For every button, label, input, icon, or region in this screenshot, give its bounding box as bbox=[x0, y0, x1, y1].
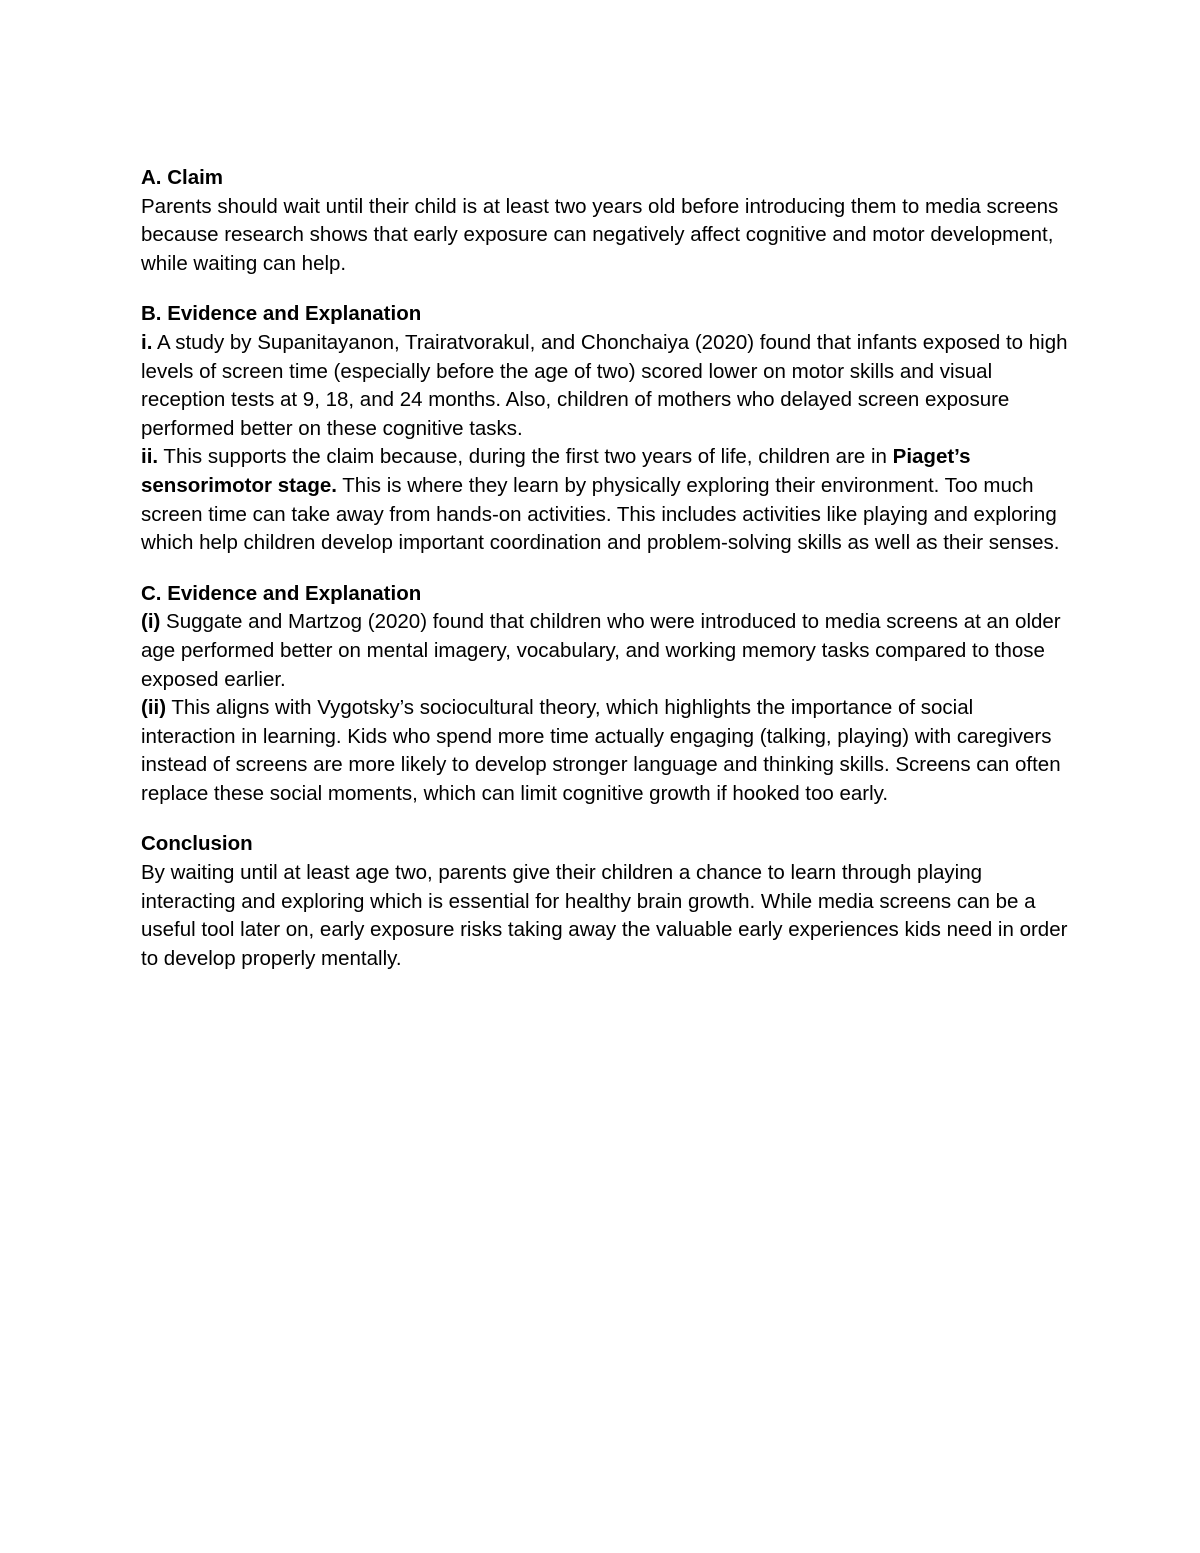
point-c-ii-marker: (ii) bbox=[141, 696, 167, 720]
point-ii-text-1: This supports the claim because, during the first two years of life, children are in bbox=[158, 445, 893, 469]
document-page bbox=[141, 164, 1071, 995]
evidence-c-point-i bbox=[141, 608, 1071, 694]
point-c-ii-text: This aligns with Vygotsky’s sociocultural theory, which highlights the importance of social interaction in learning. Kids who spend more time actually engaging (talking, playing) with caregivers instead of screens are more likely to develop stronger language and thinking skills. Screens can often replace these social moments, which can limit cognitive growth if hooked too early. bbox=[141, 696, 1061, 805]
point-c-i-marker: (i) bbox=[141, 610, 161, 634]
point-i-text: A study by Supanitayanon, Trairatvorakul, and Chonchaiya (2020) found that infants exposed to high levels of screen time (especially before the age of two) scored lower on motor skills and visual reception tests at 9, 18, and 24 months. Also, children of mothers who delayed screen exposure performed better on these cognitive tasks. bbox=[141, 330, 1068, 440]
evidence-c-point-ii bbox=[141, 694, 1071, 808]
evidence-b-point-ii bbox=[141, 443, 1071, 557]
conclusion-body: By waiting until at least age two, parents give their children a chance to learn through playing interacting and exploring which is essential for healthy brain growth. While media screens can be a useful tool later on, early exposure risks taking away the valuable early experiences kids need in order to develop properly mentally. bbox=[141, 861, 1068, 970]
claim-body: Parents should wait until their child is at least two years old before introducing them to media screens because research shows that early exposure can negatively affect cognitive and motor development, while waiting can help. bbox=[141, 194, 1059, 275]
evidence-c-section bbox=[141, 580, 1071, 809]
claim-section bbox=[141, 164, 1071, 278]
conclusion-heading: Conclusion bbox=[141, 832, 253, 856]
point-ii-text-2: This is where they learn by physically exploring their environment. Too much screen time can take away from hands-on activities. This includes activities like playing and exploring which help children develop important coordination and problem-solving skills as well as their senses. bbox=[141, 473, 1060, 555]
evidence-b-section bbox=[141, 300, 1071, 557]
point-c-i-text: Suggate and Martzog (2020) found that children who were introduced to media screens at an older age performed better on mental imagery, vocabulary, and working memory tasks compared to those exposed earlier. bbox=[141, 610, 1061, 691]
piaget-stage-bold: Piaget’s sensorimotor stage. bbox=[141, 445, 971, 497]
evidence-b-point-i bbox=[141, 329, 1071, 443]
point-ii-marker: ii. bbox=[141, 445, 159, 469]
evidence-c-heading: C. Evidence and Explanation bbox=[141, 581, 422, 605]
point-i-marker: i. bbox=[141, 330, 153, 354]
claim-heading: A. Claim bbox=[141, 166, 224, 189]
conclusion-section bbox=[141, 830, 1071, 973]
evidence-b-heading: B. Evidence and Explanation bbox=[141, 302, 422, 326]
